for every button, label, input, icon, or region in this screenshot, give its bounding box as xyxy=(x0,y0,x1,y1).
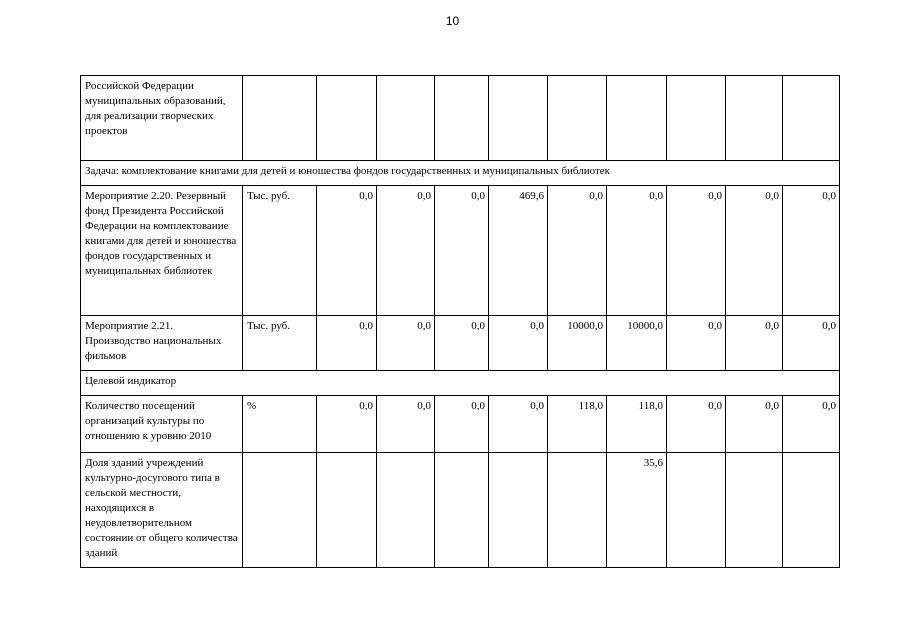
value-cell: 10000,0 xyxy=(548,316,607,371)
value-cell: 0,0 xyxy=(783,396,840,453)
value-cell xyxy=(317,76,377,161)
value-cell: 0,0 xyxy=(317,396,377,453)
row-unit: Тыс. руб. xyxy=(243,186,317,316)
row-label: Российской Федерации муниципальных образований, для реализации творческих проектов xyxy=(81,76,243,161)
value-cell xyxy=(726,453,783,568)
value-cell: 0,0 xyxy=(667,186,726,316)
table-row xyxy=(81,316,840,371)
row-label: Количество посещений организаций культуры по отношению к уровню 2010 xyxy=(81,396,243,453)
value-cell: 0,0 xyxy=(783,186,840,316)
value-cell: 0,0 xyxy=(607,186,667,316)
value-cell xyxy=(783,76,840,161)
value-cell: 0,0 xyxy=(435,316,489,371)
value-cell: 0,0 xyxy=(377,186,435,316)
value-cell xyxy=(489,453,548,568)
value-cell: 0,0 xyxy=(783,316,840,371)
table-row xyxy=(81,453,840,568)
value-cell xyxy=(667,76,726,161)
value-cell: 0,0 xyxy=(435,186,489,316)
value-cell: 0,0 xyxy=(726,186,783,316)
budget-table xyxy=(80,75,840,568)
value-cell xyxy=(607,76,667,161)
value-cell: 0,0 xyxy=(667,316,726,371)
value-cell: 0,0 xyxy=(317,186,377,316)
value-cell: 10000,0 xyxy=(607,316,667,371)
table-row xyxy=(81,186,840,316)
value-cell xyxy=(489,76,548,161)
value-cell xyxy=(783,453,840,568)
value-cell xyxy=(548,453,607,568)
page-number: 10 xyxy=(445,14,460,28)
row-unit: % xyxy=(243,396,317,453)
value-cell: 0,0 xyxy=(726,396,783,453)
row-unit xyxy=(243,76,317,161)
row-label: Мероприятие 2.20. Резервный фонд Президента Российской Федерации на комплектование книгами для детей и юношества фондов государственных и муниципальных библиотек xyxy=(81,186,243,316)
value-cell: 0,0 xyxy=(435,396,489,453)
value-cell: 0,0 xyxy=(377,396,435,453)
section-row xyxy=(81,371,840,396)
value-cell: 0,0 xyxy=(489,316,548,371)
value-cell: 118,0 xyxy=(548,396,607,453)
value-cell: 0,0 xyxy=(726,316,783,371)
value-cell: 469,6 xyxy=(489,186,548,316)
section-heading: Задача: комплектование книгами для детей и юношества фондов государственных и муниципальных библиотек xyxy=(81,161,840,186)
section-heading: Целевой индикатор xyxy=(81,371,840,396)
value-cell xyxy=(726,76,783,161)
value-cell xyxy=(548,76,607,161)
value-cell xyxy=(435,76,489,161)
value-cell: 0,0 xyxy=(317,316,377,371)
value-cell: 118,0 xyxy=(607,396,667,453)
value-cell xyxy=(377,76,435,161)
row-label: Мероприятие 2.21. Производство национальных фильмов xyxy=(81,316,243,371)
value-cell: 0,0 xyxy=(667,396,726,453)
row-unit: Тыс. руб. xyxy=(243,316,317,371)
value-cell xyxy=(667,453,726,568)
value-cell xyxy=(435,453,489,568)
value-cell: 0,0 xyxy=(377,316,435,371)
table-row xyxy=(81,76,840,161)
value-cell xyxy=(317,453,377,568)
value-cell: 35,6 xyxy=(607,453,667,568)
value-cell: 0,0 xyxy=(548,186,607,316)
value-cell: 0,0 xyxy=(489,396,548,453)
value-cell xyxy=(377,453,435,568)
table-row xyxy=(81,396,840,453)
section-row xyxy=(81,161,840,186)
row-unit xyxy=(243,453,317,568)
row-label: Доля зданий учреждений культурно-досугового типа в сельской местности, находящихся в неудовлетворительном состоянии от общего количества зданий xyxy=(81,453,243,568)
